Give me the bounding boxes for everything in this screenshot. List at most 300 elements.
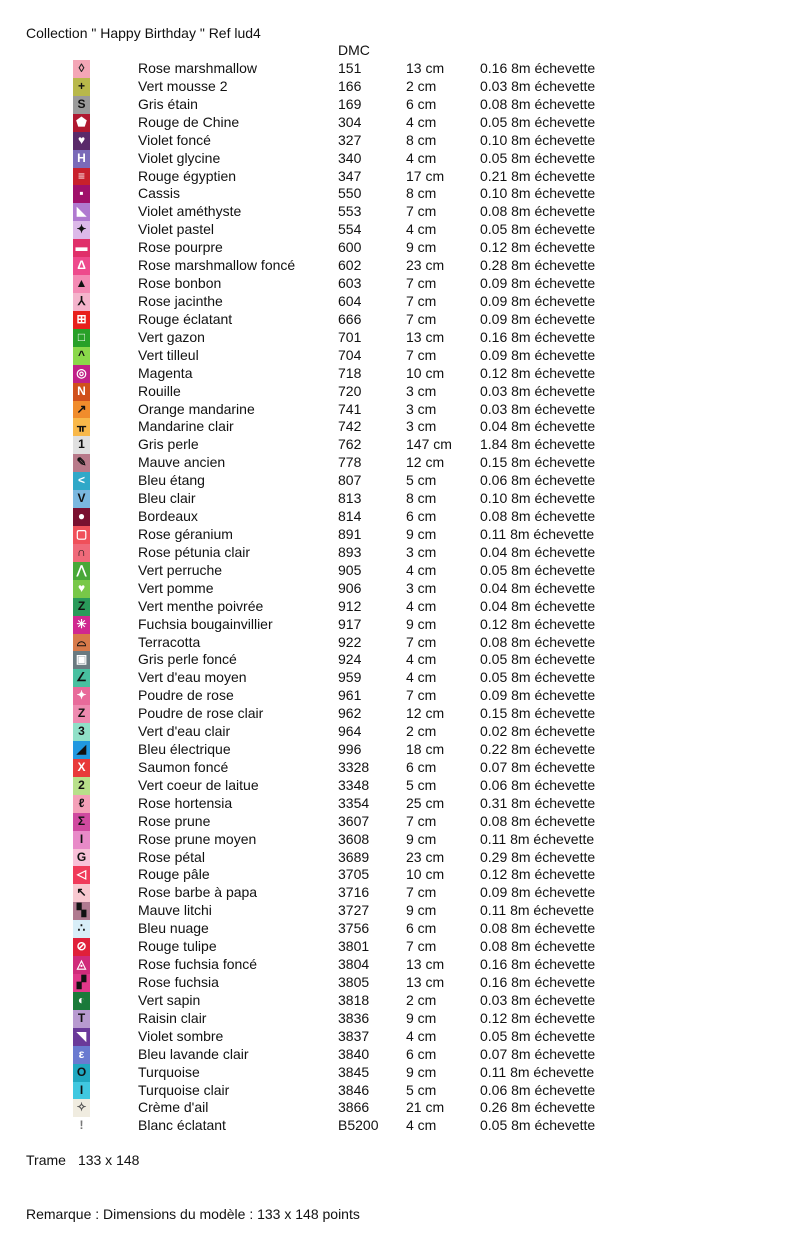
skein-quantity: 0.12 8m échevette [480,866,596,883]
dmc-code: 893 [338,543,362,560]
dmc-code: 3354 [338,794,370,811]
thread-row [0,1099,794,1117]
dmc-code: 602 [338,257,362,274]
skein-quantity: 0.09 8m échevette [480,346,596,363]
thread-length: 6 cm [406,1045,437,1062]
thread-length: 4 cm [406,113,437,130]
thread-row [0,508,794,526]
thread-symbol-icon: ◁ [73,866,90,884]
thread-name: Violet pastel [138,221,215,238]
dmc-code: 3608 [338,830,370,847]
thread-length: 7 cm [406,203,437,220]
thread-name: Rose bonbon [138,275,222,292]
skein-quantity: 0.29 8m échevette [480,848,596,865]
thread-row [0,705,794,723]
thread-length: 7 cm [406,275,437,292]
thread-symbol-icon: X [73,759,90,777]
thread-name: Vert d'eau clair [138,723,231,740]
dmc-code: 906 [338,579,362,596]
thread-length: 3 cm [406,418,437,435]
dmc-code: 3836 [338,1009,370,1026]
thread-symbol-icon: I [73,831,90,849]
skein-quantity: 0.04 8m échevette [480,543,596,560]
thread-row [0,96,794,114]
thread-row [0,687,794,705]
skein-quantity: 0.12 8m échevette [480,239,596,256]
skein-quantity: 0.21 8m échevette [480,167,596,184]
skein-quantity: 0.10 8m échevette [480,185,596,202]
thread-name: Gris étain [138,95,198,112]
dmc-code: 718 [338,364,362,381]
thread-row [0,831,794,849]
dmc-code: 996 [338,741,362,758]
thread-symbol-icon: I [73,1082,90,1100]
thread-row [0,651,794,669]
thread-name: Vert tilleul [138,346,199,363]
skein-quantity: 0.07 8m échevette [480,758,596,775]
thread-length: 8 cm [406,490,437,507]
thread-name: Rouge de Chine [138,113,240,130]
thread-name: Bleu clair [138,490,196,507]
thread-length: 9 cm [406,1063,437,1080]
dmc-code: 3705 [338,866,370,883]
dmc-code: 600 [338,239,362,256]
fabric-label: Trame [26,1152,66,1168]
dmc-code: B5200 [338,1117,379,1134]
thread-name: Violet améthyste [138,203,242,220]
thread-symbol-icon: ε [73,1046,90,1064]
skein-quantity: 0.05 8m échevette [480,651,596,668]
thread-symbol-icon: Z [73,705,90,723]
dmc-code: 962 [338,705,362,722]
skein-quantity: 0.04 8m échevette [480,597,596,614]
dmc-code: 959 [338,669,362,686]
thread-row [0,974,794,992]
thread-row [0,526,794,544]
thread-symbol-icon: S [73,96,90,114]
thread-symbol-icon: ◬ [73,956,90,974]
thread-symbol-icon: ↗ [73,401,90,419]
dmc-code: 762 [338,436,362,453]
thread-length: 2 cm [406,723,437,740]
thread-row [0,347,794,365]
dmc-code: 961 [338,687,362,704]
thread-symbol-icon: 1 [73,436,90,454]
thread-name: Rose pourpre [138,239,223,256]
thread-name: Mauve litchi [138,902,212,919]
thread-name: Rouge pâle [138,866,210,883]
dmc-code: 604 [338,292,362,309]
thread-length: 5 cm [406,472,437,489]
thread-length: 7 cm [406,812,437,829]
skein-quantity: 0.05 8m échevette [480,1027,596,1044]
thread-name: Bordeaux [138,508,198,525]
thread-row [0,544,794,562]
dmc-code: 3845 [338,1063,370,1080]
thread-symbol-icon: ↖ [73,884,90,902]
thread-name: Bleu lavande clair [138,1045,249,1062]
thread-length: 7 cm [406,884,437,901]
thread-symbol-icon: ♥ [73,132,90,150]
thread-symbol-icon: G [73,849,90,867]
dmc-code: 666 [338,310,362,327]
thread-name: Vert sapin [138,991,201,1008]
skein-quantity: 0.09 8m échevette [480,275,596,292]
thread-length: 3 cm [406,579,437,596]
thread-name: Magenta [138,364,193,381]
thread-symbol-icon: ▬ [73,239,90,257]
thread-symbol-icon: ⊞ [73,311,90,329]
thread-row [0,1064,794,1082]
thread-symbol-icon: ! [73,1117,90,1135]
thread-symbol-icon: ● [73,508,90,526]
skein-quantity: 0.16 8m échevette [480,328,596,345]
skein-quantity: 0.07 8m échevette [480,1045,596,1062]
dmc-code: 3818 [338,991,370,1008]
thread-length: 7 cm [406,687,437,704]
skein-quantity: 0.11 8m échevette [480,830,595,847]
dmc-code: 701 [338,328,362,345]
dmc-code: 554 [338,221,362,238]
thread-row [0,257,794,275]
thread-symbol-icon: Δ [73,257,90,275]
thread-symbol-icon: < [73,472,90,490]
skein-quantity: 0.08 8m échevette [480,508,596,525]
skein-quantity: 0.12 8m échevette [480,364,596,381]
thread-row [0,60,794,78]
skein-quantity: 0.03 8m échevette [480,400,596,417]
thread-length: 8 cm [406,185,437,202]
thread-row [0,580,794,598]
skein-quantity: 0.05 8m échevette [480,113,596,130]
thread-row [0,616,794,634]
thread-name: Cassis [138,185,181,202]
thread-name: Crème d'ail [138,1099,209,1116]
dmc-code: 964 [338,723,362,740]
dmc-code: 917 [338,615,362,632]
thread-symbol-icon: ▞ [73,974,90,992]
thread-symbol-icon: ∩ [73,544,90,562]
skein-quantity: 0.15 8m échevette [480,705,596,722]
thread-row [0,1010,794,1028]
thread-name: Rouge égyptien [138,167,237,184]
thread-length: 3 cm [406,543,437,560]
thread-symbol-icon: O [73,1064,90,1082]
thread-length: 23 cm [406,257,445,274]
thread-symbol-icon: ⅄ [73,293,90,311]
skein-quantity: 0.10 8m échevette [480,490,596,507]
skein-quantity: 0.06 8m échevette [480,776,596,793]
fabric-size [26,1152,139,1168]
dmc-code: 813 [338,490,362,507]
thread-length: 18 cm [406,741,445,758]
fabric-dimensions: 133 x 148 [77,1152,140,1168]
thread-length: 12 cm [406,705,445,722]
thread-name: Rose jacinthe [138,292,223,309]
dmc-code: 807 [338,472,362,489]
skein-quantity: 0.26 8m échevette [480,1099,596,1116]
thread-length: 8 cm [406,131,437,148]
thread-name: Saumon foncé [138,758,229,775]
skein-quantity: 0.04 8m échevette [480,579,596,596]
thread-symbol-icon: ᚂ [73,418,90,436]
thread-symbol-icon: ∴ [73,920,90,938]
thread-symbol-icon: H [73,150,90,168]
dmc-code: 550 [338,185,362,202]
skein-quantity: 0.09 8m échevette [480,884,596,901]
thread-symbol-icon: V [73,490,90,508]
thread-length: 4 cm [406,1027,437,1044]
thread-name: Mauve ancien [138,454,226,471]
thread-row [0,1046,794,1064]
thread-symbol-icon: ◣ [73,203,90,221]
thread-name: Rose géranium [138,525,233,542]
thread-name: Bleu étang [138,472,205,489]
dmc-code: 924 [338,651,362,668]
thread-row [0,992,794,1010]
thread-length: 4 cm [406,651,437,668]
thread-row [0,669,794,687]
thread-symbol-icon: □ [73,329,90,347]
thread-length: 7 cm [406,938,437,955]
thread-symbol-icon: ◎ [73,365,90,383]
thread-symbol-icon: ◊ [73,60,90,78]
thread-length: 147 cm [406,436,452,453]
thread-symbol-icon: T [73,1010,90,1028]
skein-quantity: 0.08 8m échevette [480,920,596,937]
skein-quantity: 0.04 8m échevette [480,418,596,435]
thread-length: 4 cm [406,149,437,166]
thread-length: 9 cm [406,902,437,919]
thread-row [0,383,794,401]
thread-symbol-icon: ▪ [73,185,90,203]
thread-name: Rouge éclatant [138,310,233,327]
skein-quantity: 0.09 8m échevette [480,687,596,704]
skein-quantity: 0.08 8m échevette [480,938,596,955]
thread-row [0,759,794,777]
thread-row [0,1028,794,1046]
thread-name: Raisin clair [138,1009,207,1026]
thread-name: Vert coeur de laitue [138,776,259,793]
thread-name: Rose barbe à papa [138,884,258,901]
thread-length: 13 cm [406,974,445,991]
thread-length: 3 cm [406,400,437,417]
thread-length: 12 cm [406,454,445,471]
dmc-code: 704 [338,346,362,363]
thread-row [0,150,794,168]
thread-length: 23 cm [406,848,445,865]
skein-quantity: 0.31 8m échevette [480,794,596,811]
thread-symbol-icon: ⌓ [73,634,90,652]
thread-row [0,902,794,920]
thread-symbol-icon: Σ [73,813,90,831]
thread-symbol-icon: N [73,383,90,401]
thread-row [0,634,794,652]
skein-quantity: 0.08 8m échevette [480,633,596,650]
thread-symbol-icon: ✧ [73,1099,90,1117]
skein-quantity: 0.11 8m échevette [480,1063,595,1080]
thread-length: 21 cm [406,1099,445,1116]
dmc-code: 340 [338,149,362,166]
thread-symbol-icon: 2 [73,777,90,795]
skein-quantity: 0.02 8m échevette [480,723,596,740]
thread-row [0,490,794,508]
skein-quantity: 0.10 8m échevette [480,131,596,148]
thread-length: 13 cm [406,956,445,973]
thread-symbol-icon: ▲ [73,275,90,293]
thread-name: Rose prune moyen [138,830,257,847]
thread-name: Poudre de rose [138,687,234,704]
thread-row [0,849,794,867]
thread-name: Bleu électrique [138,741,231,758]
thread-row [0,401,794,419]
thread-name: Vert mousse 2 [138,77,228,94]
thread-length: 10 cm [406,364,445,381]
thread-length: 9 cm [406,830,437,847]
dmc-code: 603 [338,275,362,292]
thread-length: 6 cm [406,508,437,525]
thread-row [0,436,794,454]
dmc-code: 3804 [338,956,370,973]
thread-symbol-icon: ▢ [73,526,90,544]
thread-name: Fuchsia bougainvillier [138,615,273,632]
thread-name: Rose pétal [138,848,205,865]
thread-name: Rouge tulipe [138,938,217,955]
dmc-code: 3846 [338,1081,370,1098]
skein-quantity: 0.11 8m échevette [480,902,595,919]
thread-name: Rose marshmallow foncé [138,257,296,274]
thread-row [0,1082,794,1100]
dmc-code: 3607 [338,812,370,829]
thread-name: Bleu nuage [138,920,209,937]
thread-length: 4 cm [406,221,437,238]
thread-name: Vert perruche [138,561,223,578]
skein-quantity: 0.16 8m échevette [480,956,596,973]
thread-row [0,795,794,813]
thread-symbol-icon: 3 [73,723,90,741]
thread-length: 7 cm [406,310,437,327]
skein-quantity: 0.11 8m échevette [480,525,595,542]
thread-row [0,1117,794,1135]
skein-quantity: 0.22 8m échevette [480,741,596,758]
skein-quantity: 0.15 8m échevette [480,454,596,471]
thread-symbol-icon: Z [73,598,90,616]
thread-length: 17 cm [406,167,445,184]
dmc-code: 304 [338,113,362,130]
thread-length: 7 cm [406,346,437,363]
thread-row [0,239,794,257]
remark: Remarque : Dimensions du modèle : 133 x 148 points [26,1206,360,1222]
thread-name: Vert d'eau moyen [138,669,247,686]
thread-list [0,60,794,1135]
thread-row [0,920,794,938]
thread-length: 9 cm [406,1009,437,1026]
dmc-code: 327 [338,131,362,148]
dmc-code: 742 [338,418,362,435]
thread-length: 5 cm [406,776,437,793]
thread-symbol-icon: ✎ [73,454,90,472]
dmc-code: 3716 [338,884,370,901]
thread-name: Gris perle [138,436,199,453]
skein-quantity: 0.12 8m échevette [480,1009,596,1026]
thread-length: 5 cm [406,1081,437,1098]
thread-row [0,365,794,383]
thread-length: 4 cm [406,597,437,614]
thread-row [0,168,794,186]
thread-symbol-icon: ◥ [73,1028,90,1046]
dmc-code: 3689 [338,848,370,865]
thread-row [0,329,794,347]
dmc-code: 905 [338,561,362,578]
dmc-column-header: DMC [338,42,370,58]
thread-name: Vert pomme [138,579,214,596]
thread-symbol-icon: ♥ [73,580,90,598]
dmc-code: 891 [338,525,362,542]
thread-symbol-icon: ^ [73,347,90,365]
thread-length: 7 cm [406,633,437,650]
skein-quantity: 0.05 8m échevette [480,669,596,686]
thread-symbol-icon: ⊘ [73,938,90,956]
thread-name: Vert menthe poivrée [138,597,264,614]
thread-row [0,221,794,239]
thread-row [0,132,794,150]
thread-row [0,185,794,203]
thread-row [0,454,794,472]
thread-name: Poudre de rose clair [138,705,264,722]
dmc-code: 166 [338,77,362,94]
thread-symbol-icon: ▣ [73,651,90,669]
dmc-code: 553 [338,203,362,220]
thread-row [0,472,794,490]
thread-name: Orange mandarine [138,400,255,417]
thread-name: Rose pétunia clair [138,543,251,560]
skein-quantity: 0.03 8m échevette [480,77,596,94]
thread-row [0,78,794,96]
thread-row [0,777,794,795]
skein-quantity: 0.05 8m échevette [480,221,596,238]
thread-length: 9 cm [406,525,437,542]
skein-quantity: 0.05 8m échevette [480,561,596,578]
thread-name: Violet foncé [138,131,211,148]
thread-length: 10 cm [406,866,445,883]
thread-length: 3 cm [406,382,437,399]
thread-name: Turquoise [138,1063,200,1080]
thread-name: Blanc éclatant [138,1117,226,1134]
thread-symbol-icon: ✳ [73,616,90,634]
dmc-code: 741 [338,400,362,417]
thread-name: Terracotta [138,633,201,650]
thread-length: 9 cm [406,615,437,632]
thread-length: 25 cm [406,794,445,811]
skein-quantity: 0.05 8m échevette [480,149,596,166]
thread-symbol-icon: ℓ [73,795,90,813]
skein-quantity: 0.09 8m échevette [480,310,596,327]
thread-length: 9 cm [406,239,437,256]
thread-name: Violet sombre [138,1027,224,1044]
dmc-code: 3756 [338,920,370,937]
thread-name: Violet glycine [138,149,221,166]
dmc-code: 814 [338,508,362,525]
skein-quantity: 0.06 8m échevette [480,472,596,489]
thread-name: Gris perle foncé [138,651,237,668]
thread-symbol-icon: ◢ [73,741,90,759]
skein-quantity: 0.16 8m échevette [480,60,596,76]
dmc-code: 3328 [338,758,370,775]
dmc-code: 169 [338,95,362,112]
thread-length: 4 cm [406,561,437,578]
thread-symbol-icon: ∠ [73,669,90,687]
skein-quantity: 0.12 8m échevette [480,615,596,632]
